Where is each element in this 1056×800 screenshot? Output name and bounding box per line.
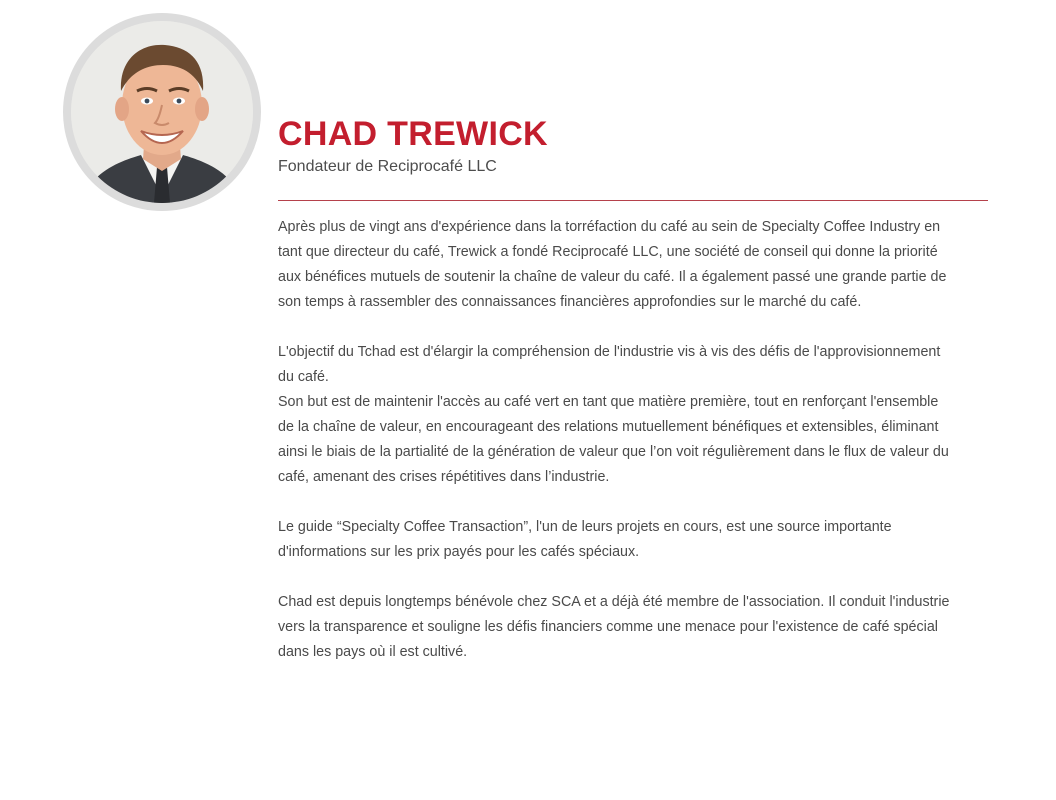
profile-role: Fondateur de Reciprocafé LLC: [278, 158, 497, 175]
bio-paragraph-5: Chad est depuis longtemps bénévole chez SCA et a déjà été membre de l'association. Il conduit l'industrie vers la transparence et souligne les défis financiers comme une menace pour l'existence de café spécial dans les pays où il est cultivé.: [278, 594, 950, 660]
profile-name: CHAD TREWICK: [278, 115, 548, 153]
profile-avatar: [63, 13, 261, 211]
biography: [278, 215, 958, 665]
bio-paragraph-3: Son but est de maintenir l'accès au café vert en tant que matière première, tout en renforçant l'ensemble de la chaîne de valeur, en encourageant des relations mutuellement bénéfiques et extensibles, éliminant ainsi le biais de la partialité de la génération de valeur que l’on voit régulièrement dans le flux de valeur du café, amenant des crises répétitives dans l’industrie.: [278, 394, 949, 485]
header-divider: [278, 200, 988, 201]
bio-paragraph-2: L'objectif du Tchad est d'élargir la compréhension de l'industrie vis à vis des défis de l'approvisionnement du café.: [278, 344, 941, 385]
profile-photo: [71, 21, 253, 203]
bio-paragraph-1: Après plus de vingt ans d'expérience dans la torréfaction du café au sein de Specialty Coffee Industry en tant que directeur du café, Trewick a fondé Reciprocafé LLC, une société de conseil qui donne la priorité aux bénéfices mutuels de soutenir la chaîne de valeur du café. Il a également passé une grande partie de son temps à rassembler des connaissances financières approfondies sur le marché du café.: [278, 219, 947, 310]
bio-paragraph-4: Le guide “Specialty Coffee Transaction”, l'un de leurs projets en cours, est une source importante d'informations sur les prix payés pour les cafés spéciaux.: [278, 519, 892, 560]
